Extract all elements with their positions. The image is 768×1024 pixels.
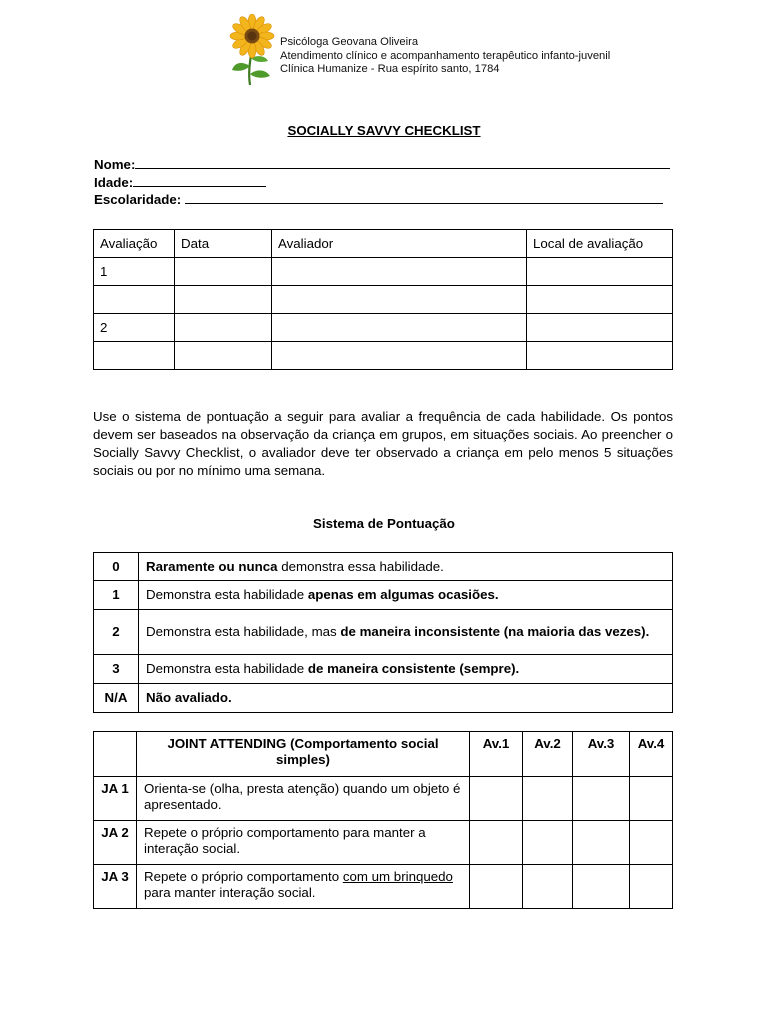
table-cell[interactable]: 2 (94, 314, 175, 342)
skill-code: JA 1 (94, 777, 137, 821)
table-cell[interactable] (272, 342, 527, 370)
scoring-row (94, 581, 673, 610)
skill-code: JA 2 (94, 821, 137, 865)
table-row (94, 314, 673, 342)
table-cell[interactable] (272, 314, 527, 342)
sunflower-logo (226, 14, 276, 86)
clinic-address: Clínica Humanize - Rua espírito santo, 1784 (280, 63, 500, 75)
av3-header: Av.3 (573, 732, 630, 777)
table-cell[interactable] (94, 286, 175, 314)
skill-text: Repete o próprio comportamento para manter a interação social. (137, 821, 470, 865)
scoring-row (94, 655, 673, 684)
score-cell[interactable] (630, 865, 673, 909)
score-cell[interactable] (470, 821, 523, 865)
table-cell[interactable] (272, 286, 527, 314)
score-cell[interactable] (573, 777, 630, 821)
instructions-paragraph: Use o sistema de pontuação a seguir para avaliar a frequência de cada habilidade. Os pontos devem ser baseados na observação da criança em grupos, em situações sociais. Ao preencher o Socially Savvy Checklist, o avaliador deve ter observado a criança em pelo menos 5 situações sociais ou por no mínimo uma semana. (93, 409, 673, 478)
av1-header: Av.1 (470, 732, 523, 777)
header-avaliacao: Avaliação (94, 230, 175, 258)
table-cell[interactable] (175, 286, 272, 314)
scoring-title: Sistema de Pontuação (313, 516, 455, 531)
table-cell[interactable]: 1 (94, 258, 175, 286)
age-line[interactable] (133, 175, 266, 187)
psychologist-name: Psicóloga Geovana Oliveira (280, 36, 419, 48)
score-cell[interactable] (630, 777, 673, 821)
header-local: Local de avaliação (527, 230, 673, 258)
age-field[interactable] (94, 175, 266, 190)
skill-heading: JOINT ATTENDING (Comportamento social simples) (137, 732, 470, 777)
schooling-line[interactable] (185, 192, 663, 204)
score-description (139, 655, 673, 684)
score-text: Demonstra esta habilidade, mas (146, 624, 341, 639)
score-text: Demonstra esta habilidade (146, 661, 308, 676)
skill-text: Orienta-se (olha, presta atenção) quando um objeto é apresentado. (137, 777, 470, 821)
score-cell[interactable] (523, 777, 573, 821)
score-cell[interactable] (573, 821, 630, 865)
table-cell[interactable] (175, 258, 272, 286)
score-description (139, 581, 673, 610)
name-field[interactable] (94, 157, 670, 172)
skill-text-pre: Repete o próprio comportamento (144, 869, 343, 884)
skill-row (94, 777, 673, 821)
av4-header: Av.4 (630, 732, 673, 777)
table-row (94, 342, 673, 370)
evaluation-header-row (94, 230, 673, 258)
score-bold: Não avaliado. (146, 690, 232, 705)
score-value: N/A (94, 684, 139, 713)
age-label: Idade: (94, 175, 134, 190)
score-bold: apenas em algumas ocasiões. (307, 587, 499, 602)
skill-code: JA 3 (94, 865, 137, 909)
table-cell[interactable] (527, 342, 673, 370)
code-header (94, 732, 137, 777)
skill-text-underlined: com um brinquedo (342, 869, 453, 884)
av2-header: Av.2 (523, 732, 573, 777)
name-line[interactable] (135, 157, 670, 169)
service-description: Atendimento clínico e acompanhamento terapêutico infanto-juvenil (280, 49, 611, 62)
score-description (139, 553, 673, 581)
table-cell[interactable] (527, 258, 673, 286)
letterhead (226, 14, 626, 90)
page-title: SOCIALLY SAVVY CHECKLIST (287, 123, 481, 138)
score-description (139, 684, 673, 713)
table-row (94, 258, 673, 286)
table-cell[interactable] (272, 258, 527, 286)
scoring-row (94, 684, 673, 713)
table-cell[interactable] (175, 342, 272, 370)
score-value: 1 (94, 581, 139, 610)
table-cell[interactable] (175, 314, 272, 342)
table-cell[interactable] (527, 286, 673, 314)
table-cell[interactable] (94, 342, 175, 370)
score-cell[interactable] (523, 821, 573, 865)
score-value: 0 (94, 553, 139, 581)
skill-row (94, 821, 673, 865)
score-bold: Raramente ou nunca (146, 558, 278, 574)
name-label: Nome: (94, 157, 136, 172)
score-bold: de maneira consistente (sempre). (307, 661, 520, 676)
evaluation-table (93, 229, 673, 370)
score-value: 3 (94, 655, 139, 684)
score-description (139, 610, 673, 655)
score-cell[interactable] (630, 821, 673, 865)
schooling-label: Escolaridade: (94, 192, 182, 207)
table-row (94, 286, 673, 314)
skills-header-row (94, 732, 673, 777)
skill-text-post: para manter interação social. (144, 885, 316, 900)
scoring-row (94, 553, 673, 581)
score-cell[interactable] (470, 865, 523, 909)
score-text: Demonstra esta habilidade (146, 587, 308, 602)
skill-row (94, 865, 673, 909)
header-avaliador: Avaliador (272, 230, 527, 258)
score-text: demonstra essa habilidade. (277, 558, 444, 574)
skill-text (137, 865, 470, 909)
table-cell[interactable] (527, 314, 673, 342)
score-bold: de maneira inconsistente (na maioria das vezes). (340, 624, 650, 639)
score-cell[interactable] (573, 865, 630, 909)
score-cell[interactable] (470, 777, 523, 821)
joint-attending-table (93, 731, 673, 909)
score-value: 2 (94, 610, 139, 655)
schooling-field[interactable] (94, 192, 663, 207)
scoring-row (94, 610, 673, 655)
scoring-table (93, 552, 673, 713)
score-cell[interactable] (523, 865, 573, 909)
header-data: Data (175, 230, 272, 258)
